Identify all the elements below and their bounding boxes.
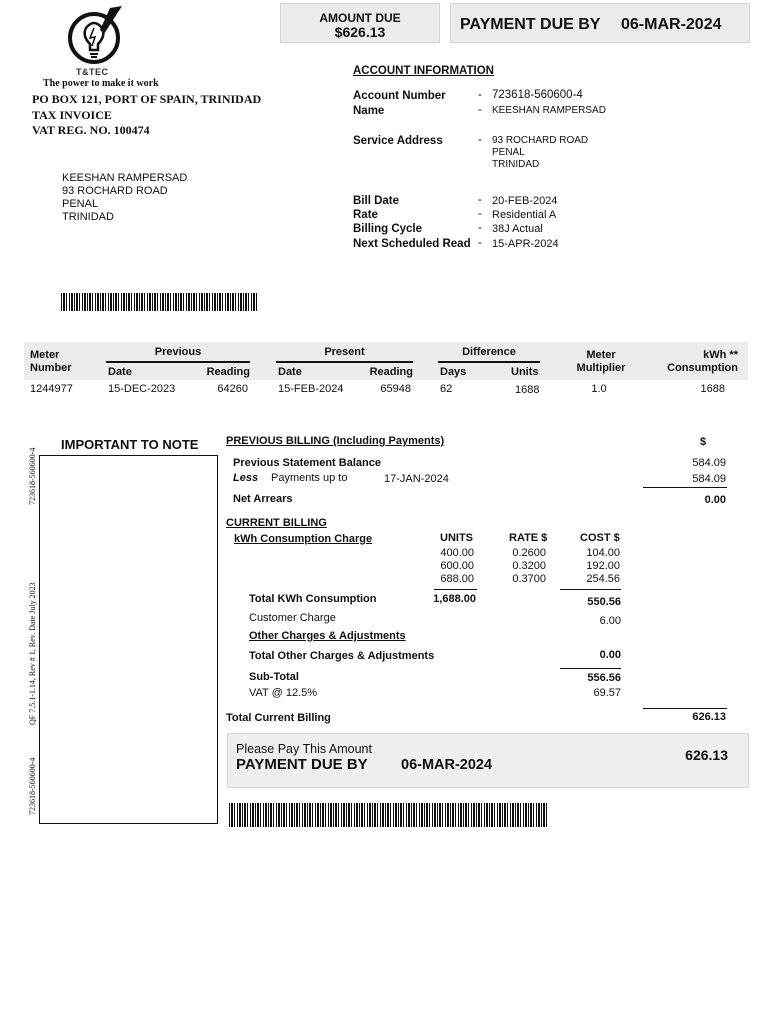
divider: [560, 668, 621, 669]
net-arrears-label: Net Arrears: [233, 493, 293, 505]
next-read-value: 15-APR-2024: [492, 238, 559, 250]
address-barcode: [61, 293, 257, 311]
meter-number: 1244977: [30, 383, 73, 395]
dash: -: [478, 222, 482, 234]
divider: [643, 487, 727, 488]
company-tagline: The power to make it work: [43, 78, 159, 89]
rate-label: Rate: [353, 209, 378, 221]
side-account-text: 723618-560600-4: [28, 447, 37, 505]
customer-charge-value: 6.00: [599, 615, 621, 627]
divider: [434, 589, 477, 590]
dash: -: [478, 208, 482, 220]
payment-due-date: 06-MAR-2024: [621, 16, 722, 33]
cost-column-header: COST $: [580, 532, 620, 544]
divider: [276, 361, 413, 363]
present-date: 15-FEB-2024: [278, 383, 344, 395]
billing-cycle-value: 38J Actual: [492, 223, 543, 235]
amount-due-value: $626.13: [334, 24, 386, 40]
payments-date: 17-JAN-2024: [384, 473, 449, 485]
please-pay-box: [227, 733, 749, 788]
company-po-box: PO BOX 121, PORT OF SPAIN, TRINIDAD: [32, 92, 262, 106]
multiplier-header: Multiplier: [576, 362, 626, 374]
please-pay-label: Please Pay This Amount: [236, 742, 372, 756]
other-charges-label: Other Charges & Adjustments: [249, 630, 406, 642]
rate-value: Residential A: [492, 209, 557, 221]
tier-units: 600.00: [440, 560, 474, 572]
subtotal-value: 556.56: [587, 672, 621, 684]
dash: -: [478, 89, 482, 101]
tier-rate: 0.3700: [512, 573, 546, 585]
total-current-billing-label: Total Current Billing: [226, 712, 331, 724]
service-address-line: PENAL: [492, 147, 525, 158]
divider: [438, 361, 540, 363]
payment-due-box: [450, 3, 750, 43]
important-note-box: [39, 455, 218, 824]
customer-charge-label: Customer Charge: [249, 612, 336, 624]
service-address-line: TRINIDAD: [492, 159, 540, 170]
less-label: Less: [233, 472, 259, 484]
total-kwh-cost: 550.56: [587, 596, 621, 608]
customer-town: PENAL: [62, 198, 99, 210]
amount-due-label: AMOUNT DUE: [319, 11, 401, 25]
important-note-title: IMPORTANT TO NOTE: [61, 437, 199, 452]
days-value: 62: [440, 383, 453, 395]
kwh-charge-label: kWh Consumption Charge: [234, 533, 373, 545]
multiplier-value: 1.0: [591, 383, 607, 395]
difference-header: Difference: [462, 346, 516, 358]
units-header: Units: [511, 366, 539, 378]
payment-due-label: PAYMENT DUE BY: [460, 16, 601, 33]
net-arrears-value: 0.00: [704, 494, 726, 506]
tier-cost: 192.00: [586, 560, 620, 572]
vat-label: VAT @ 12.5%: [249, 687, 318, 699]
service-address-line: 93 ROCHARD ROAD: [492, 135, 589, 146]
total-current-billing-value: 626.13: [692, 711, 726, 723]
document-type: TAX INVOICE: [32, 108, 112, 122]
previous-balance-value: 584.09: [692, 457, 726, 469]
divider: [560, 589, 621, 590]
present-date-header: Date: [278, 366, 302, 378]
lightbulb-logo-icon: [64, 4, 128, 70]
divider: [643, 708, 727, 709]
consumption-value: 1688: [700, 383, 725, 395]
previous-reading: 64260: [217, 383, 248, 395]
divider: [106, 361, 250, 363]
previous-balance-label: Previous Statement Balance: [233, 457, 381, 469]
units-column-header: UNITS: [440, 532, 473, 544]
tier-units: 400.00: [440, 547, 474, 559]
total-other-label: Total Other Charges & Adjustments: [249, 650, 435, 662]
rate-column-header: RATE $: [509, 532, 548, 544]
previous-date: 15-DEC-2023: [108, 383, 176, 395]
logo-text: T&TEC: [76, 67, 109, 77]
bill-date-label: Bill Date: [353, 195, 400, 207]
meter-number-header: Number: [30, 362, 72, 374]
previous-reading-header: Reading: [206, 366, 250, 378]
present-header: Present: [324, 346, 365, 358]
dash: -: [478, 194, 482, 206]
account-number-value: 723618-560600-4: [492, 89, 583, 101]
subtotal-label: Sub-Total: [249, 671, 299, 683]
tier-rate: 0.3200: [512, 560, 546, 572]
days-header: Days: [440, 366, 467, 378]
previous-billing-title: PREVIOUS BILLING (Including Payments): [226, 435, 445, 447]
pay-due-date: 06-MAR-2024: [401, 757, 493, 773]
units-value: 1688: [515, 384, 540, 396]
tier-cost: 104.00: [586, 547, 620, 559]
tier-cost: 254.56: [586, 573, 620, 585]
service-address-label: Service Address: [353, 135, 443, 147]
vat-value: 69.57: [593, 687, 621, 699]
present-reading: 65948: [380, 383, 411, 395]
bill-date-value: 20-FEB-2024: [492, 195, 558, 207]
name-label: Name: [353, 105, 385, 117]
total-kwh-label: Total KWh Consumption: [249, 593, 377, 605]
current-billing-title: CURRENT BILLING: [226, 517, 327, 529]
dash: -: [478, 134, 482, 146]
side-form-reference: QF 7.5.1-1.14, Rev # 1, Rev. Date July 2023: [28, 582, 37, 725]
tier-rate: 0.2600: [512, 547, 546, 559]
customer-country: TRINIDAD: [62, 211, 114, 223]
dash: -: [478, 237, 482, 249]
multiplier-header: Meter: [586, 349, 616, 361]
pay-due-label: PAYMENT DUE BY: [236, 756, 368, 773]
payments-value: 584.09: [692, 473, 726, 485]
meter-number-header: Meter: [30, 349, 60, 361]
total-kwh-units: 1,688.00: [433, 593, 476, 605]
previous-date-header: Date: [108, 366, 132, 378]
kwh-header: kWh **: [703, 349, 738, 361]
previous-header: Previous: [154, 346, 202, 358]
payments-label: Payments up to: [271, 472, 348, 484]
total-other-value: 0.00: [599, 649, 621, 661]
company-logo: [64, 4, 128, 76]
dash: -: [478, 104, 482, 116]
billing-cycle-label: Billing Cycle: [353, 223, 423, 235]
next-read-label: Next Scheduled Read: [353, 238, 471, 250]
consumption-header: Consumption: [667, 362, 738, 374]
pay-amount: 626.13: [685, 747, 728, 763]
amount-due-box: [280, 3, 440, 43]
account-info-title: ACCOUNT INFORMATION: [353, 65, 494, 77]
name-value: KEESHAN RAMPERSAD: [492, 105, 606, 116]
tier-units: 688.00: [440, 573, 474, 585]
vat-registration: VAT REG. NO. 100474: [32, 123, 150, 137]
customer-street: 93 ROCHARD ROAD: [62, 185, 168, 197]
customer-name: KEESHAN RAMPERSAD: [62, 172, 188, 184]
account-number-label: Account Number: [353, 90, 446, 102]
payment-barcode: [229, 803, 547, 827]
side-account-text: 723618-560600-4: [28, 757, 37, 815]
present-reading-header: Reading: [369, 366, 413, 378]
currency-symbol: $: [700, 436, 707, 448]
